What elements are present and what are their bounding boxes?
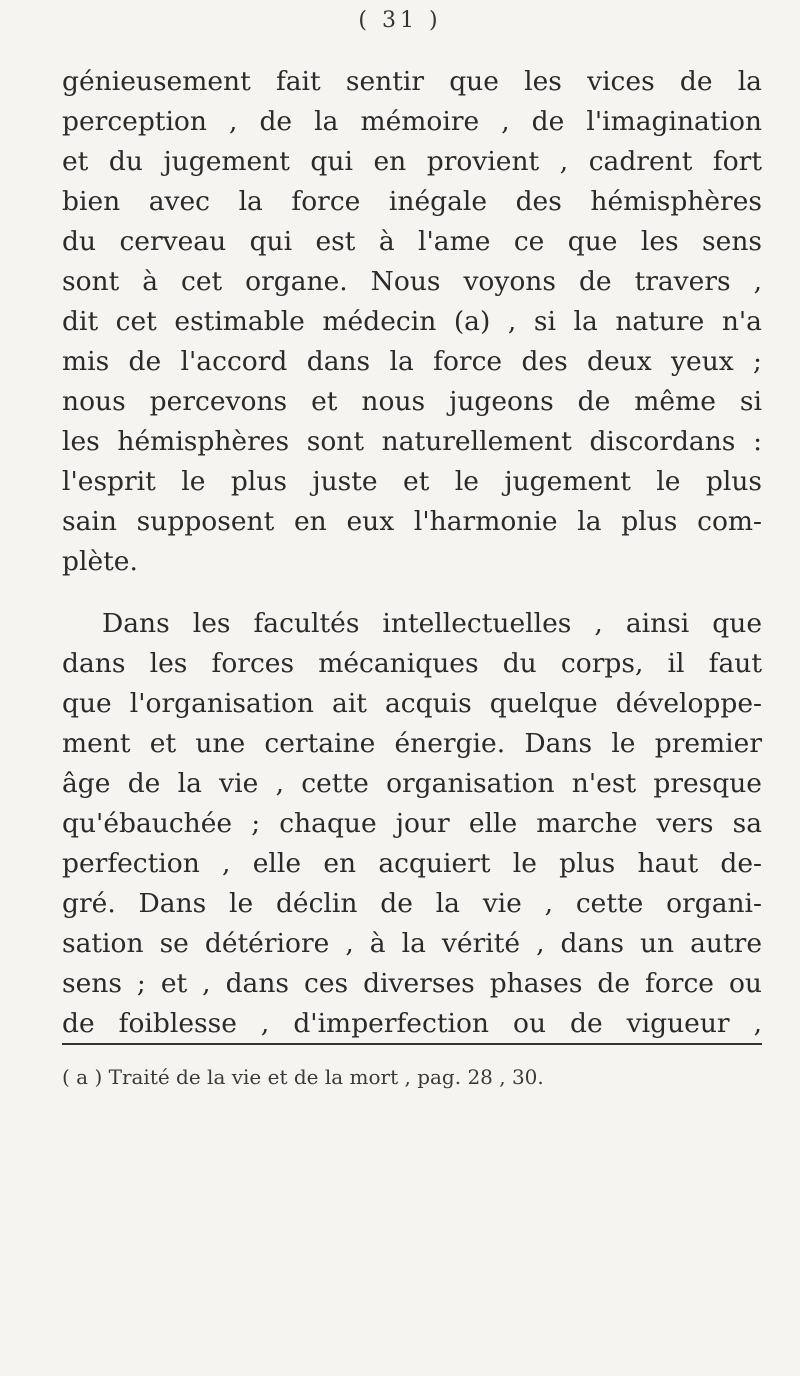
text-line: perception , de la mémoire , de l'imagination [62, 106, 762, 137]
footnote-rule [62, 1043, 762, 1045]
text-line: dit cet estimable médecin (a) , si la nature n'a [62, 306, 762, 337]
text-line: qu'ébauchée ; chaque jour elle marche vers sa [62, 808, 762, 839]
text-line: que l'organisation ait acquis quelque développe- [62, 688, 762, 719]
text-line: sain supposent en eux l'harmonie la plus com- [62, 506, 762, 537]
text-line: gré. Dans le déclin de la vie , cette organi- [62, 888, 762, 919]
text-line: ment et une certaine énergie. Dans le premier [62, 728, 762, 759]
text-line: nous percevons et nous jugeons de même si [62, 386, 762, 417]
text-line: âge de la vie , cette organisation n'est presque [62, 768, 762, 799]
text-line: perfection , elle en acquiert le plus haut de- [62, 848, 762, 879]
text-line: dans les forces mécaniques du corps, il faut [62, 648, 762, 679]
text-line: et du jugement qui en provient , cadrent fort [62, 146, 762, 177]
text-line: l'esprit le plus juste et le jugement le plus [62, 466, 762, 497]
page-number: ( 31 ) [358, 8, 442, 33]
text-line: bien avec la force inégale des hémisphères [62, 186, 762, 217]
text-line: sens ; et , dans ces diverses phases de force ou [62, 968, 762, 999]
text-line: les hémisphères sont naturellement discordans : [62, 426, 762, 457]
text-line: plète. [62, 546, 138, 577]
text-line: génieusement fait sentir que les vices de la [62, 66, 762, 97]
text-line: du cerveau qui est à l'ame ce que les sens [62, 226, 762, 257]
text-line: mis de l'accord dans la force des deux yeux ; [62, 346, 762, 377]
text-line: Dans les facultés intellectuelles , ainsi que [102, 608, 762, 639]
text-line: de foiblesse , d'imperfection ou de vigueur , [62, 1008, 762, 1039]
text-line: sont à cet organe. Nous voyons de travers , [62, 266, 762, 297]
footnote: ( a ) Traité de la vie et de la mort , pag. 28 , 30. [62, 1065, 544, 1089]
text-line: sation se détériore , à la vérité , dans un autre [62, 928, 762, 959]
